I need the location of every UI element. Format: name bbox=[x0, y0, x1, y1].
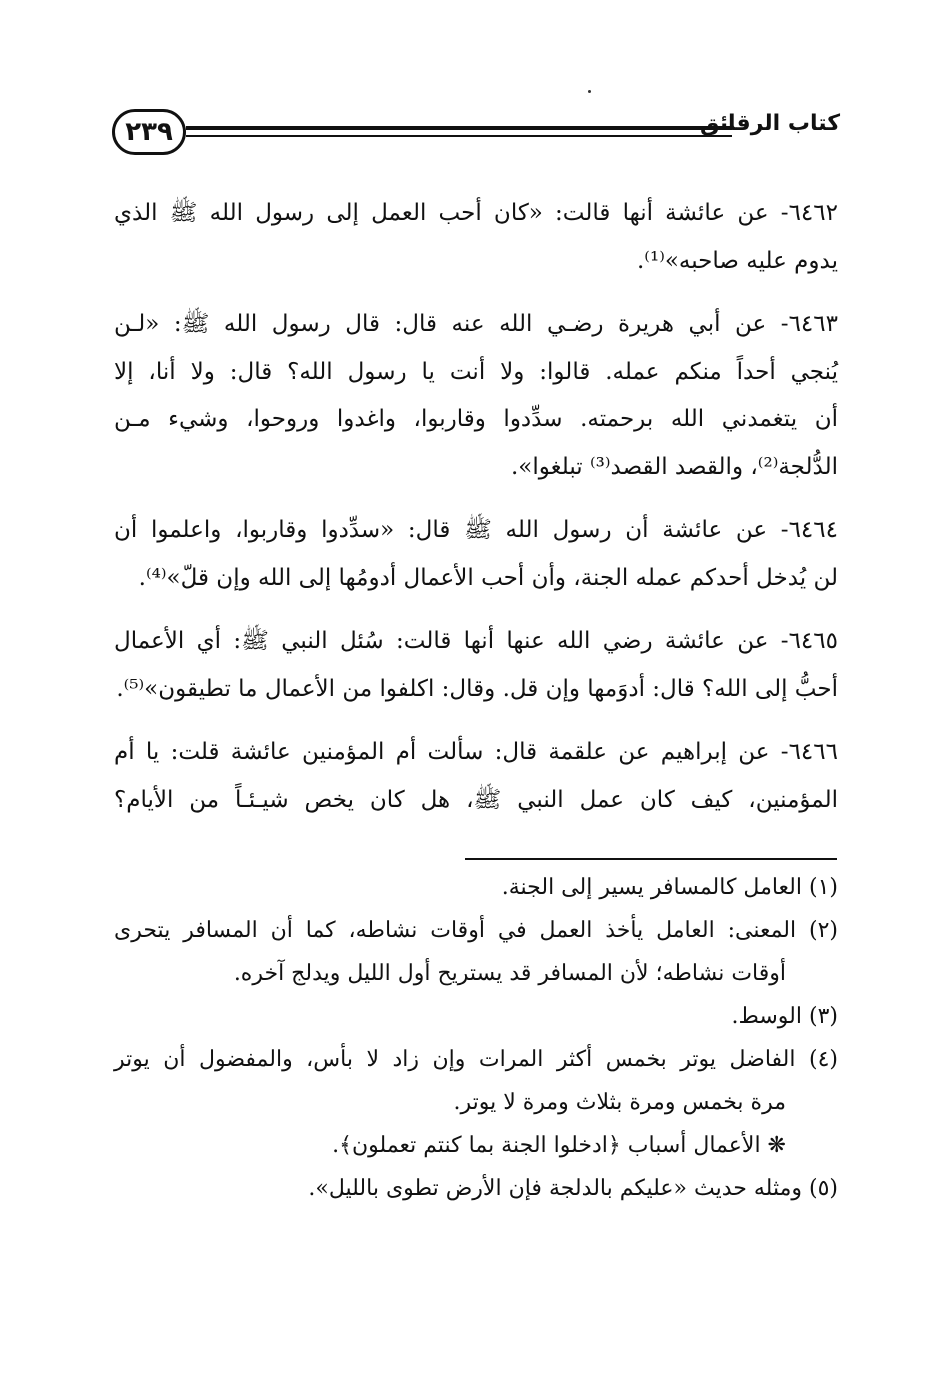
text-line: أحبُّ إلى الله؟ قال: أدوَمها وإن قل. وقال: اكلفوا من الأعمال ما تطيقون»⁽⁵⁾. bbox=[116, 675, 838, 702]
footnote-5: (٥) ومثله حديث «عليكم بالدلجة فإن الأرض تطوى بالليل». bbox=[308, 1176, 838, 1201]
text-line: يدوم عليه صاحبه»⁽¹⁾. bbox=[636, 247, 838, 274]
text-line: ٦٤٦٥- عن عائشة رضي الله عنها أنها قالت: سُئل النبي ﷺ: أي الأعمال bbox=[114, 628, 838, 654]
footnote-separator bbox=[465, 858, 837, 860]
hadith-6465 bbox=[114, 618, 838, 713]
footnote-note-asterism: ❋ الأعمال أسباب ﴿ادخلوا الجنة بما كنتم تعملون﴾. bbox=[332, 1133, 786, 1158]
text-line: لن يُدخل أحدكم عمله الجنة، وأن أحب الأعمال أدومُها إلى الله وإن قلّ»⁽⁴⁾. bbox=[138, 564, 838, 591]
header-rule-thin bbox=[186, 135, 732, 137]
text-line: أن يتغمدني الله برحمته. سدِّدوا وقاربوا، واغدوا وروحوا، وشيء مـن bbox=[114, 406, 838, 432]
page-number: ٢٣٩ bbox=[112, 109, 186, 155]
text-line: ٦٤٦٢- عن عائشة أنها قالت: «كان أحب العمل إلى رسول الله ﷺ الذي bbox=[114, 200, 838, 226]
footnote-2-continued: أوقات نشاطه؛ لأن المسافر قد يستريح أول الليل ويدلج آخره. bbox=[233, 961, 786, 986]
hadith-6463 bbox=[114, 301, 838, 491]
text-line: ٦٤٦٤- عن عائشة أن رسول الله ﷺ قال: «سدِّدوا وقاربوا، واعلموا أن bbox=[114, 517, 838, 543]
running-title: كتاب الرقائق bbox=[699, 111, 840, 136]
text-line: ٦٤٦٦- عن إبراهيم عن علقمة قال: سألت أم المؤمنين عائشة قلت: يا أم bbox=[114, 739, 838, 765]
footnote-3: (٣) الوسط. bbox=[731, 1004, 838, 1029]
text-line: الدُّلجة⁽²⁾، والقصد القصد⁽³⁾ تبلغوا». bbox=[510, 453, 838, 480]
footnote-4-continued: مرة بخمس ومرة بثلاث ومرة لا يوتر. bbox=[453, 1090, 786, 1115]
main-text bbox=[114, 190, 838, 840]
footnote-4: (٤) الفاضل يوتر بخمس أكثر المرات وإن زاد لا بأس، والمفضول أن يوتر bbox=[114, 1047, 838, 1072]
hadith-6466 bbox=[114, 729, 838, 824]
text-line: ٦٤٦٣- عن أبي هريرة رضـي الله عنه قال: قال رسول الله ﷺ: «لـن bbox=[114, 311, 838, 337]
page-header bbox=[112, 105, 840, 161]
footnote-1: (١) العامل كالمسافر يسير إلى الجنة. bbox=[501, 875, 838, 900]
text-line: المؤمنين، كيف كان عمل النبي ﷺ، هل كان يخص شيـئـاً من الأيام؟ bbox=[114, 786, 838, 813]
footnote-2: (٢) المعنى: العامل يأخذ العمل في أوقات نشاطه، كما أن المسافر يتحرى bbox=[114, 918, 838, 943]
hadith-6464 bbox=[114, 507, 838, 602]
hadith-6462 bbox=[114, 190, 838, 285]
text-line: يُنجي أحداً منكم عمله. قالوا: ولا أنت يا رسول الله؟ قال: ولا أنا، إلا bbox=[114, 358, 838, 385]
footnotes bbox=[114, 866, 838, 1210]
scan-speck bbox=[588, 90, 591, 93]
header-rule-thick bbox=[186, 126, 732, 130]
